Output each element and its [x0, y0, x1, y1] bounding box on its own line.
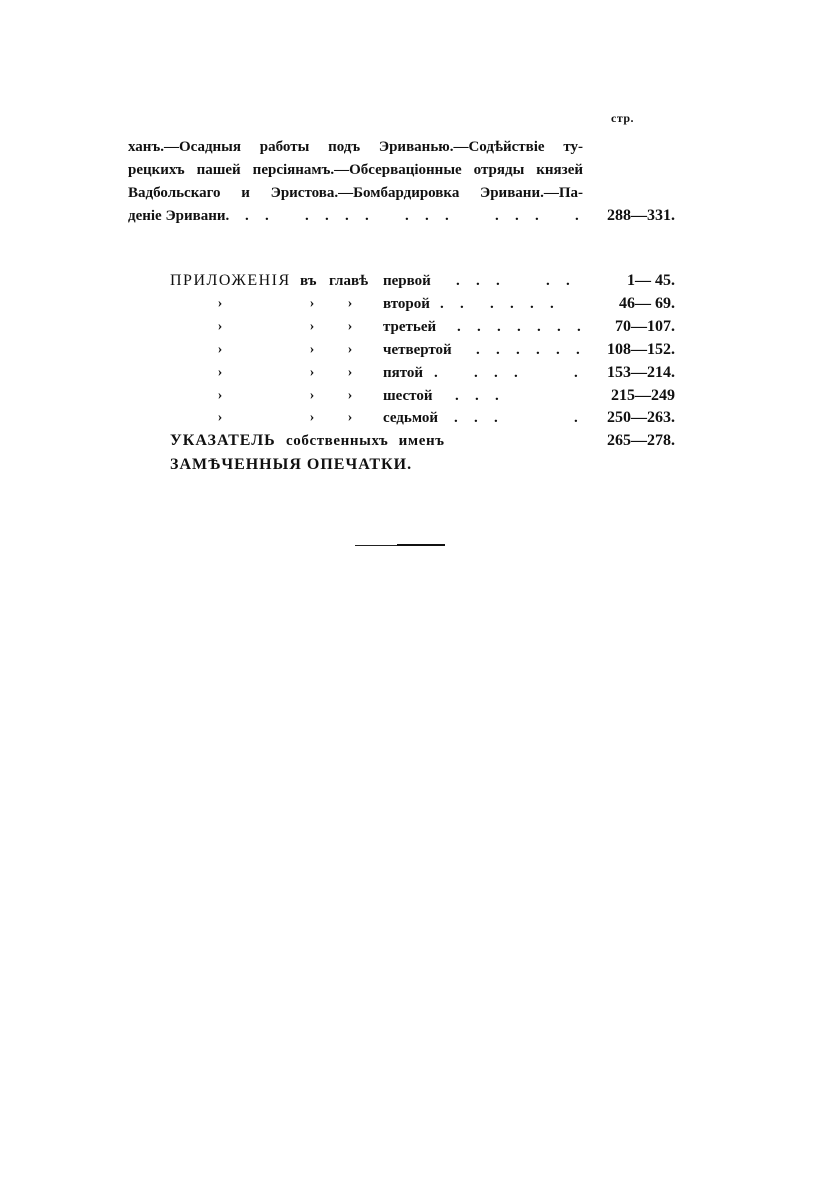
- appendix-row: [0, 339, 840, 361]
- chapter-ordinal: первой: [383, 273, 431, 289]
- appendix-row: [0, 316, 840, 338]
- appendices-heading: ПРИЛОЖЕНІЯ: [170, 272, 291, 289]
- errata-title: ЗАМѢЧЕННЫЯ ОПЕЧАТКИ.: [170, 456, 413, 473]
- entry-line: Вадбольскаго и Эристова.—Бомбардировка Эривани.—Па-: [128, 185, 583, 201]
- page-range: 153—214.: [607, 364, 675, 381]
- dot-leader: . . .: [455, 388, 505, 404]
- appendix-row: [0, 293, 840, 315]
- page-range: 288—331.: [607, 207, 675, 224]
- ditto-mark: ›: [217, 365, 223, 380]
- ditto-mark: ›: [347, 319, 353, 334]
- ditto-mark: ›: [217, 319, 223, 334]
- entry-line: ханъ.—Осадныя работы подъ Эриванью.—Содѣйствіе ту-: [128, 139, 583, 155]
- appendix-row: [0, 407, 840, 429]
- errata-row: [0, 454, 840, 476]
- chapter-ordinal: пятой: [383, 365, 424, 381]
- ditto-mark: ›: [309, 410, 315, 425]
- ditto-mark: ›: [309, 296, 315, 311]
- dot-leader: . . . . .: [456, 273, 576, 289]
- chapter-ordinal: седьмой: [383, 410, 438, 426]
- ditto-mark: ›: [309, 388, 315, 403]
- ditto-mark: ›: [309, 365, 315, 380]
- chapter-ordinal: третьей: [383, 319, 437, 335]
- page-range: 265—278.: [607, 432, 675, 449]
- page-range: 46— 69.: [619, 295, 675, 312]
- ditto-mark: ›: [347, 410, 353, 425]
- ditto-mark: ›: [217, 388, 223, 403]
- chapter-ordinal: второй: [383, 296, 430, 312]
- separator-rule: [397, 544, 445, 546]
- page-range: 250—263.: [607, 409, 675, 426]
- ditto-mark: ›: [217, 410, 223, 425]
- appendix-row: [0, 270, 840, 292]
- separator-rule: [355, 545, 397, 546]
- index-title: УКАЗАТЕЛЬ: [170, 432, 276, 449]
- ditto-mark: ›: [309, 342, 315, 357]
- ditto-mark: ›: [217, 296, 223, 311]
- dot-leader: . . . . . .: [476, 342, 586, 358]
- page-range: 70—107.: [615, 318, 675, 335]
- ditto-mark: ›: [309, 319, 315, 334]
- ditto-mark: ›: [217, 342, 223, 357]
- chapter-ordinal: четвертой: [383, 342, 452, 358]
- entry-line: рецкихъ пашей персіянамъ.—Обсерваціонные отряды князей: [128, 162, 583, 178]
- index-row: [0, 430, 840, 452]
- dot-leader: . . . . . . . . . . . . .: [245, 208, 585, 224]
- entry-line: деніе Эривани.: [128, 208, 230, 224]
- dot-leader: . . . . .: [434, 365, 584, 381]
- dot-leader: . . . . . . .: [457, 319, 587, 335]
- dot-leader: . . . . . .: [440, 296, 560, 312]
- word-chapter: главѣ: [329, 273, 369, 289]
- page-range: 1— 45.: [627, 272, 675, 289]
- dot-leader: . . . .: [454, 410, 584, 426]
- ditto-mark: ›: [347, 342, 353, 357]
- page-column-label: стр.: [611, 111, 635, 125]
- ditto-mark: ›: [347, 388, 353, 403]
- chapter-ordinal: шестой: [383, 388, 433, 404]
- appendix-row: [0, 362, 840, 384]
- ditto-mark: ›: [347, 365, 353, 380]
- page-range: 108—152.: [607, 341, 675, 358]
- appendix-row: [0, 385, 840, 407]
- entry-last-line: [0, 205, 840, 227]
- ditto-mark: ›: [347, 296, 353, 311]
- word-in: въ: [300, 273, 317, 289]
- page-range: 215—249: [611, 387, 675, 404]
- index-subtitle: собственныхъ именъ: [286, 433, 445, 449]
